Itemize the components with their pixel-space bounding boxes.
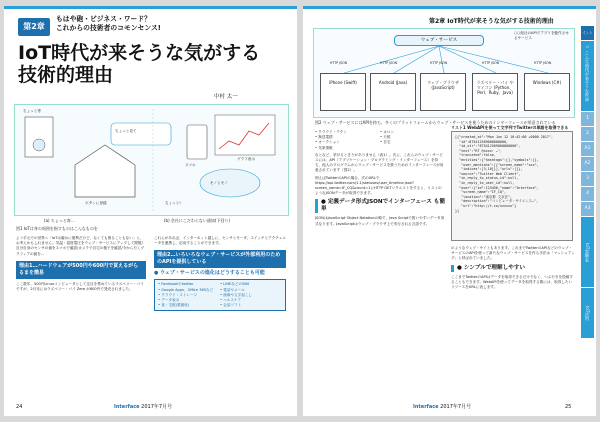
bullet-item: • カロン — [380, 130, 395, 134]
simple-section-heading: ● シンプルで理解しやすい — [451, 265, 575, 272]
right-column-1 — [315, 130, 445, 227]
service-list-item: • ヘルスケア — [220, 298, 242, 303]
magazine-name: Interface — [114, 404, 140, 410]
label-cloud-right: ちょっと! — [165, 201, 181, 205]
index-tab[interactable]: 4 — [581, 187, 594, 201]
index-tab[interactable]: A1 — [581, 142, 594, 156]
figure-2 — [313, 28, 575, 118]
caption-b: (b) 会社にこだわらない通知(下回り) — [164, 218, 231, 223]
connector — [439, 46, 548, 73]
body-text: ここ数年、500円Linuxコンピュータとして注目を集めているラズベリー・パイですが、2月末にはラズベリー・パイ Zero が600円で発売されました。 — [16, 281, 144, 292]
issue-date: 2017年7月号 — [440, 404, 472, 410]
label-graph: グラフ表示 — [237, 157, 255, 161]
caption-a: (a) ちょっと寄… — [44, 218, 75, 223]
protocol-label: HTTP JSON — [534, 61, 552, 65]
index-tab[interactable]: 2 — [581, 127, 594, 141]
index-section-3[interactable]: IoT活用 — [581, 288, 594, 338]
body-text: JSONはJavaScript Object Notationの略で、Java Scriptで扱いやすいデータ形式なります。JavaScriptはウェブ・ブラウザ上で実行される言語です。 — [315, 216, 445, 226]
label-alert: ちょっと見て — [115, 129, 137, 133]
index-tab[interactable]: A3 — [581, 202, 594, 216]
connector — [344, 46, 439, 73]
issue-date: 2017年7月号 — [141, 404, 173, 410]
service-list-item: • 会話ソフト — [220, 303, 242, 308]
index-tab[interactable]: A2 — [581, 157, 594, 171]
client-app-box: ラズベリー・パイ やマイコン (Python、Perl、Ruby、Java) — [472, 73, 518, 111]
top-rule — [303, 6, 596, 9]
title-line-2: 技術的理由 — [18, 64, 114, 86]
index-tab[interactable]: 1 — [581, 112, 594, 126]
protocol-label: HTTP JSON — [330, 61, 348, 65]
service-list — [158, 282, 282, 308]
body-text: 例えばTwitterのAPIの場合、次のURLでhttps://api.twitter.com/1.1/statuses/user_timeline.json?screen_name=IF_CQ&count=1にHTTP GETリクエストをすると、リストのようなJSONデータが取得できます。 — [315, 175, 442, 196]
service-list-box — [154, 279, 286, 311]
reason-1-heading: 理由1…ハードウェアが500円や600円で買えるがらるまを簡易 — [16, 261, 146, 279]
top-rule — [4, 6, 297, 9]
body-text: よう手元での世界へ「IoTは確かに便利だけど、なくても困ることもない」と、お考えかもしれません。気温・湿度電圧をウェブ・サービスにアップして閲覧/自分自身のセンサの値をスマホで確認/カメラで自宅の様子を確認/今から行くグラフィアの値を… — [16, 236, 145, 256]
magazine-name: Interface — [413, 404, 439, 410]
chapter-badge: 第2章 — [18, 18, 50, 36]
label-sensor: ちょっと寄 — [23, 109, 41, 113]
bullet-item: • 天候 — [380, 135, 391, 140]
right-page — [303, 6, 596, 416]
index-tabs — [581, 112, 594, 216]
label-phone: スマホ — [185, 163, 196, 167]
sensor-dial — [33, 139, 45, 151]
article-title — [18, 42, 260, 86]
figure-1 — [14, 104, 289, 216]
lead-text — [56, 15, 161, 33]
lead-line-2: これからの技術者のコモンセンス! — [56, 24, 161, 32]
author: 中村 太一 — [214, 94, 238, 100]
protocol-label: HTTP JSON — [380, 61, 398, 65]
sub-heading: ● ウェブ・サービスの進化はどうすることも可能 — [154, 270, 265, 277]
index-section-2[interactable]: IoT実験室 — [581, 217, 594, 287]
left-page — [4, 6, 297, 416]
lead-line-1: もはや砲・ビジネス・ワード？ — [56, 15, 151, 23]
service-list-item: • Google Apps、Office 365など — [158, 287, 214, 292]
graph-panel — [215, 115, 275, 155]
right-footer — [565, 404, 571, 410]
index-tab-intro[interactable]: イントロ — [581, 26, 594, 40]
json-section-heading: ● 定義データ形式JSONでインターフェース も簡単 — [315, 199, 445, 213]
listing-title: リスト1 WebAPIを使って文字列でTwitterの単語を取得できる — [451, 125, 569, 130]
service-list-item: • クラウド・ストレージ — [158, 292, 198, 297]
right-column-2 — [451, 246, 575, 290]
bullet-item: • 気象情報 — [315, 145, 333, 150]
connector — [439, 46, 496, 73]
label-cloud-left: モノとモノ — [210, 181, 228, 185]
bullet-list — [315, 130, 445, 151]
left-column-1 — [16, 236, 146, 292]
client-app-box: iPhone (Swift) — [320, 73, 366, 111]
bullet-item: • 自宅 — [380, 140, 391, 145]
house-shape — [75, 145, 135, 197]
index-tab[interactable]: 3 — [581, 172, 594, 186]
bullet-item: • オークション — [315, 140, 340, 145]
service-list-item: • 食・宅配(要最低) — [158, 303, 190, 308]
running-header: 第2章 IoT時代が来そうな気がする技術的理由 — [429, 18, 554, 25]
index-section-1[interactable]: こんな時代が来そうな世界 — [581, 41, 594, 111]
client-app-box: Android (Java) — [370, 73, 416, 111]
body-text: なとなど、挙げるときりがありません（表1）。次に、これらのウェブ・サービスには、API（アプリケーション・プログラミング・インターフェース）を持ち、他人のプログラムからウェブ・サービスを扱うためのインターフェースが用意されています（図2）。 — [315, 152, 444, 173]
body-text: ここまでTwitterのAPIはデータを取得できるだけでなく、つぶやきを投稿することもできます。WebAPIを使ってデータを取得する際には、取得したいリソースをURLに表します。 — [451, 274, 573, 290]
figure-1-caption: 図1 IoTは身の周囲を指すものはこんなものを — [16, 226, 98, 231]
connector — [439, 46, 444, 73]
right-footer-mag — [413, 403, 471, 410]
body-text: これらがあれば、インターネット越しに、センサとモータ、スイッチとアクチュエータを連携し、応用することができます。 — [154, 236, 286, 246]
chapter-index-sidebar — [581, 26, 594, 386]
service-list-item: • 画像や文字起こし — [220, 292, 253, 297]
protocol-label: HTTP JSON — [430, 61, 448, 65]
left-footer — [16, 404, 22, 410]
service-list-item: • 電話やメール — [220, 287, 245, 292]
reason-2-heading: 理由2…いろいろなウェブ・サービスが外部利用のためのAPIを提供している — [154, 250, 286, 268]
phone-shape — [187, 125, 207, 159]
client-app-box: ウェブ・ブラウザ (JavaScript) — [420, 73, 466, 111]
label-house: ボタンに登録 — [85, 201, 107, 205]
title-line-1: IoT時代が来そうな気がする — [18, 42, 261, 64]
figure-2-caption: 図2 ウェブ・サービスにはAPIを持ち、多くのプラットフォームからウェブ・サービスを使うためのインターフェースが用意されている — [315, 120, 556, 125]
bullet-item: • 無送電情 — [315, 135, 333, 140]
left-footer-mag — [114, 403, 172, 410]
left-column-2 — [154, 236, 286, 311]
page-number: 25 — [565, 404, 572, 410]
service-list-item: • データ表示 — [158, 298, 180, 303]
service-list-item: • Facebookやtwitter — [158, 282, 194, 287]
bullet-item: • クラウド・テクン — [315, 130, 347, 134]
connector — [394, 46, 439, 73]
body-text: のようなウェブ・サイトもあります。これまでTwitterのAPIなどのウェブ・サービスのAPIを使って新たなウェブ・サービスを作る手法は「マッシュアップ」と呼ばれていました。 — [451, 246, 575, 261]
service-list-item: • LINEなどのSNS — [220, 282, 250, 287]
cloud-shape — [200, 169, 260, 197]
code-listing: [{"created_at":"Mon Jun 12 10:42:00 +0000 2017", "id":875412569000000000, "id_str":"875412569000000000", "text":"RT @xxxx: …", "truncated":false, "entities":{"hashtags":[],"symbols":[], "user_mentions":[{"screen_name":"xxx", "indices":[3,10]}],"urls":[]}, "source":"Twitter Web Client", "in_reply_to_status_id":null, "in_reply_to_user_id":null, "user":{"id":123456,"name":"Interface", "screen_name":"IF_CQ", "location":"東京都 文京区", "description":"コンピュータ・サイエンス…", "url":"http://t.co/xxxxxx"} }] — [451, 131, 573, 241]
protocol-label: HTTP JSON — [482, 61, 500, 65]
web-service-box: ウェブ・サービス — [394, 35, 484, 46]
diagram-note: ○○他社のAPIでアプリを動作させるサービス — [514, 31, 569, 41]
client-app-box: Windows (C#) — [524, 73, 570, 111]
page-number: 24 — [16, 404, 23, 410]
